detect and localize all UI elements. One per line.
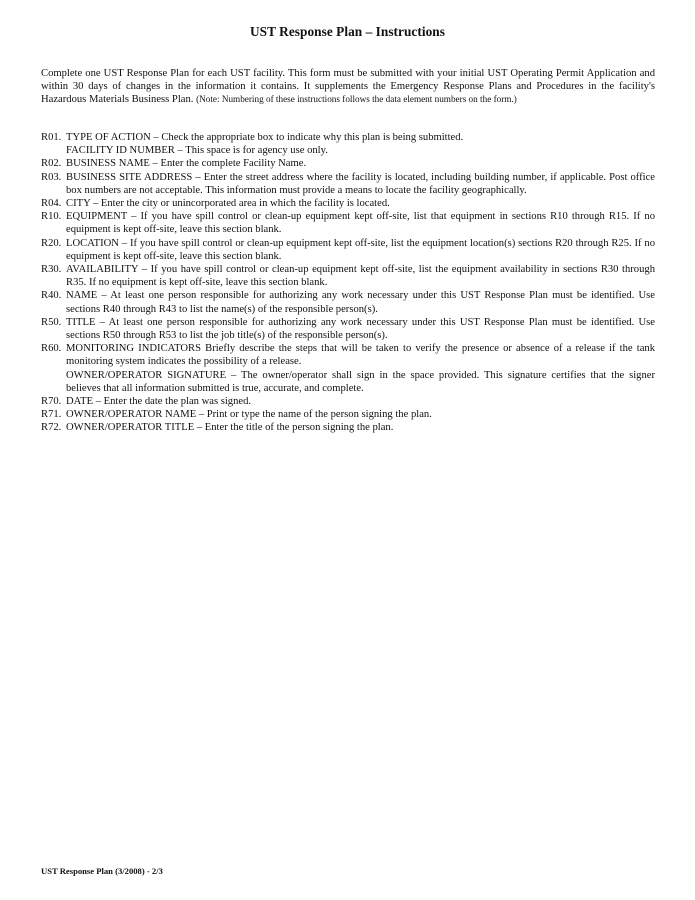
item-code: R10. xyxy=(41,211,62,223)
item-code: R02. xyxy=(41,158,62,170)
item-text: EQUIPMENT – If you have spill control or clean-up equipment kept off-site, list that equipment in sections R10 through R15. If no equipment is kept off-site, leave this section blank. xyxy=(66,211,655,236)
instruction-item-r30 xyxy=(41,263,655,289)
item-code: R71. xyxy=(41,409,62,421)
item-code: R72. xyxy=(41,422,62,434)
item-text: OWNER/OPERATOR NAME – Print or type the name of the person signing the plan. xyxy=(66,409,432,421)
page-footer: UST Response Plan (3/2008) - 2/3 xyxy=(41,866,163,876)
item-text: NAME – At least one person responsible for authorizing any work necessary under this UST Response Plan must be identified. Use sections R40 through R43 to list the name(s) of the responsible person(s). xyxy=(66,290,655,315)
item-code: R30. xyxy=(41,264,62,276)
item-code: R40. xyxy=(41,290,62,302)
instruction-list xyxy=(41,131,655,435)
item-code: R03. xyxy=(41,171,62,183)
item-text: BUSINESS NAME – Enter the complete Facility Name. xyxy=(66,158,307,170)
instruction-item-r02 xyxy=(41,157,655,170)
item-code: R04. xyxy=(41,198,62,210)
item-text: TYPE OF ACTION – Check the appropriate box to indicate why this plan is being submitted. xyxy=(66,132,464,143)
instruction-item-r20 xyxy=(41,237,655,263)
item-text: TITLE – At least one person responsible for authorizing any work necessary under this UST Response Plan must be identified. Use sections R50 through R53 to list the job title(s) of the responsible person(s). xyxy=(66,316,655,342)
instruction-item-r72 xyxy=(41,421,655,434)
intro-text: Complete one UST Response Plan for each UST facility. This form must be submitted with your initial UST Operating Permit Application and within 30 days of changes in the information it contains. It supplements the Emergency Response Plans and Procedures in the facility's Hazardous Materials Business Plan. xyxy=(41,68,655,106)
instruction-item-r60 xyxy=(41,342,655,368)
item-text: MONITORING INDICATORS Briefly describe the steps that will be taken to verify the presence or absence of a release if the tank monitoring system indicates the possibility of a release. xyxy=(66,343,655,368)
item-text: OWNER/OPERATOR TITLE – Enter the title of the person signing the plan. xyxy=(66,422,394,434)
instruction-item-r71 xyxy=(41,408,655,421)
item-code: R70. xyxy=(41,396,62,408)
page-title: UST Response Plan – Instructions xyxy=(250,24,445,39)
instruction-item-r40 xyxy=(41,289,655,315)
instruction-item-r04 xyxy=(41,197,655,210)
instruction-item-r70 xyxy=(41,395,655,408)
item-text: DATE – Enter the date the plan was signed. xyxy=(66,396,252,408)
item-text: LOCATION – If you have spill control or clean-up equipment kept off-site, list the equipment location(s) sections R20 through R25. If no equipment is kept off-site, leave this section blank. xyxy=(66,237,655,262)
item-code: R01. xyxy=(41,132,62,143)
instruction-item-r03 xyxy=(41,171,655,197)
item-text: FACILITY ID NUMBER – This space is for agency use only. xyxy=(66,145,328,157)
item-code: R60. xyxy=(41,343,62,355)
item-text: CITY – Enter the city or unincorporated area in which the facility is located. xyxy=(66,198,390,210)
item-code: R20. xyxy=(41,237,62,249)
instruction-item-r50 xyxy=(41,316,655,342)
instruction-item-signature xyxy=(41,369,655,395)
item-text: AVAILABILITY – If you have spill control or clean-up equipment kept off-site, list the equipment availability in sections R30 through R35. If no equipment is kept off-site, leave this section blank. xyxy=(66,264,655,289)
item-text: OWNER/OPERATOR SIGNATURE – The owner/operator shall sign in the space provided. This signature certifies that the signer believes that all information submitted is true, accurate, and complete. xyxy=(66,369,655,394)
item-code: R50. xyxy=(41,316,62,328)
item-text: BUSINESS SITE ADDRESS – Enter the street address where the facility is located, including building number, if applicable. Post office box numbers are not acceptable. This information must provide a means to locate the facility geographically. xyxy=(66,171,655,196)
instruction-item-r10 xyxy=(41,210,655,236)
instruction-item-r01 xyxy=(41,131,655,144)
intro-paragraph xyxy=(41,67,655,107)
instruction-item-facility-id xyxy=(41,144,655,157)
intro-note: (Note: Numbering of these instructions follows the data element numbers on the form.) xyxy=(196,94,517,105)
